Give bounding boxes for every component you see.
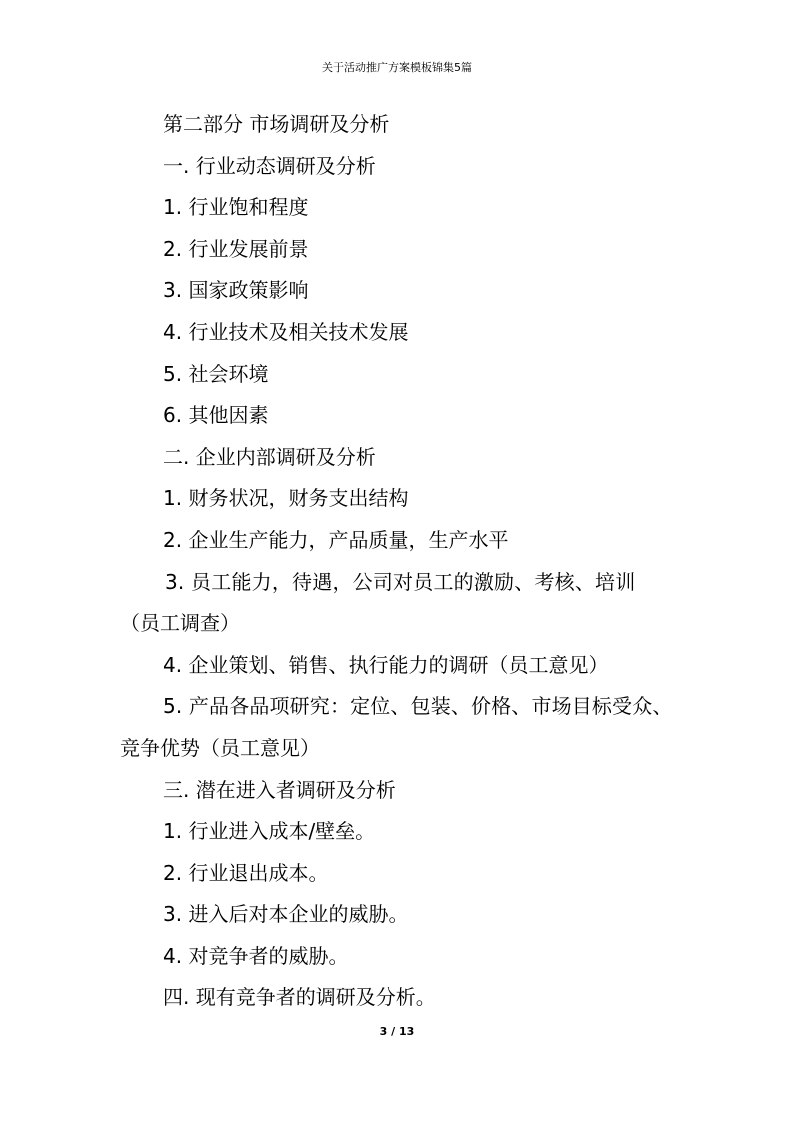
list-item: 1. 财务状况，财务支出结构 bbox=[163, 486, 409, 511]
list-item: 3. 国家政策影响 bbox=[163, 278, 309, 303]
list-item: 2. 企业生产能力，产品质量，生产水平 bbox=[163, 527, 509, 552]
list-item: 3. 进入后对本企业的威胁。 bbox=[163, 902, 409, 927]
list-item: 6. 其他因素 bbox=[163, 403, 269, 428]
list-item: 4. 企业策划、销售、执行能力的调研（员工意见） bbox=[163, 652, 609, 677]
page-number: 3 / 13 bbox=[379, 1025, 415, 1038]
page-header: 关于活动推广方案模板锦集5篇 bbox=[322, 61, 472, 74]
document-body bbox=[120, 104, 680, 1019]
list-item: 4. 对竞争者的威胁。 bbox=[163, 943, 349, 968]
list-item: 1. 行业进入成本/壁垒。 bbox=[163, 819, 376, 844]
list-item: 3. 员工能力，待遇，公司对员工的激励、考核、培训 bbox=[165, 569, 636, 594]
list-item: 4. 行业技术及相关技术发展 bbox=[163, 319, 409, 344]
list-item: 5. 社会环境 bbox=[163, 361, 269, 386]
list-item: 1. 行业饱和程度 bbox=[163, 195, 309, 220]
list-item: 2. 行业发展前景 bbox=[163, 236, 309, 261]
subsection-heading: 一. 行业动态调研及分析 bbox=[163, 153, 376, 178]
section-heading: 第二部分 市场调研及分析 bbox=[163, 112, 390, 136]
list-item: 5. 产品各品项研究：定位、包装、价格、市场目标受众、 bbox=[163, 694, 673, 719]
list-item: 2. 行业退出成本。 bbox=[163, 860, 329, 885]
list-item-continuation: 竞争优势（员工意见） bbox=[120, 735, 320, 760]
subsection-heading: 三. 潜在进入者调研及分析 bbox=[163, 777, 396, 802]
subsection-heading: 四. 现有竞争者的调研及分析。 bbox=[163, 985, 436, 1010]
subsection-heading: 二. 企业内部调研及分析 bbox=[163, 444, 376, 469]
list-item-continuation: （员工调查） bbox=[120, 611, 240, 636]
